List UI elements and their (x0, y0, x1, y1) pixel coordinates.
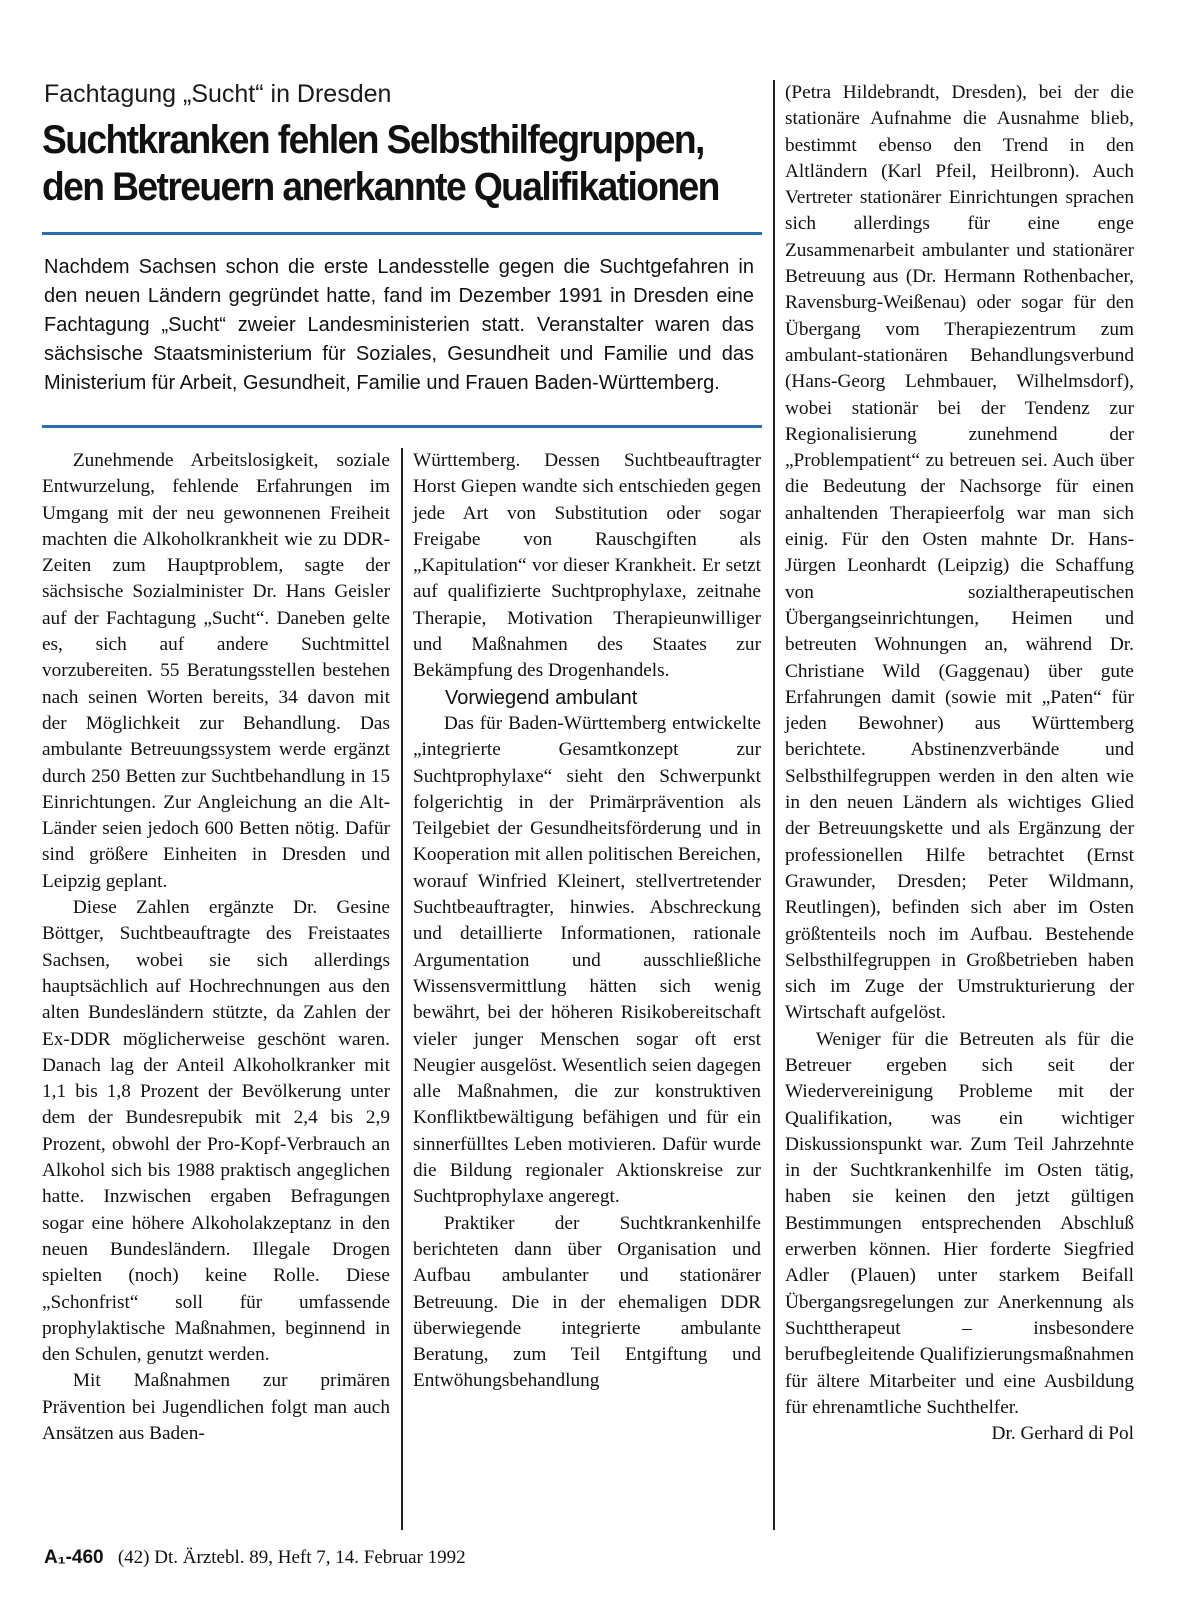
paragraph: (Petra Hildebrandt, Dresden), bei der die stationäre Aufnahme die Ausnahme blieb, bestimmt ebenso den Trend in den Altländern (Karl Pfeil, Heilbronn). Auch Vertreter stationärer Einrichtungen sprachen sich allerdings für eine enge Zusammenarbeit ambulanter und stationärer Betreuung aus (Dr. Hermann Rothenbacher, Ravensburg-Weißenau) oder sogar für den Übergang vom Therapiezentrum zum ambulant-stationären Behandlungsverbund (Hans-Georg Lehmbauer, Wilhelmsdorf), wobei stationär bei der Tendenz zur Regionalisierung zunehmend der „Problempatient“ zu betreuen sei. Auch über die Bedeutung der Nachsorge für einen anhaltenden Therapieerfolg war man sich einig. Für den Osten mahnte Dr. Hans-Jürgen Leonhardt (Leipzig) die Schaffung von sozialtherapeutischen Übergangseinrichtungen, Heimen und betreuten Wohnungen an, während Dr. Christiane Wild (Gaggenau) über gute Erfahrungen damit (sowie mit „Paten“ für jeden Bewohner) aus Württemberg berichtete. Abstinenzverbände und Selbsthilfegruppen werden in den alten wie in den neuen Ländern als wichtiges Glied der Betreuungskette und als Ergänzung der professionellen Hilfe betrachtet (Ernst Grawunder, Dresden; Peter Wildmann, Reutlingen), befinden sich aber im Osten größtenteils noch im Aufbau. Bestehende Selbsthilfegruppen in Großbetrieben haben sich im Zuge der Umstrukturierung der Wirtschaft aufgelöst. (785, 82, 1134, 1024)
page-number: A₁-460 (44, 1547, 104, 1568)
column-3 (785, 80, 1134, 1447)
headline (42, 117, 721, 211)
page-footer (44, 1547, 466, 1569)
lead-paragraph: Nachdem Sachsen schon die erste Landesstelle gegen die Suchtgefahren in den neuen Ländern gegründet hatte, fand im Dezember 1991 in Dresden eine Fachtagung „Sucht“ zweier Landesministerien statt. Veranstalter waren das sächsische Staatsministerium für Soziales, Gesundheit und Familie und das Ministerium für Arbeit, Gesundheit, Familie und Frauen Baden-Württemberg. (44, 256, 754, 394)
headline-line-2: den Betreuern anerkannte Qualifikationen (42, 165, 719, 209)
paragraph: Praktiker der Suchtkrankenhilfe berichteten dann über Organisation und Aufbau ambulanter und stationärer Betreuung. Die in der ehemaligen DDR überwiegende integrierte ambulante Beratung, zum Teil Entgiftung und Entwöhungsbehandlung (413, 1212, 761, 1392)
section-subhead: Vorwiegend ambulant (445, 686, 638, 709)
paragraph: Mit Maßnahmen zur primären Prävention bei Jugendlichen folgt man auch Ansätzen aus Baden- (42, 1370, 390, 1444)
paragraph: Das für Baden-Württemberg entwickelte „integrierte Gesamtkonzept zur Suchtprophylaxe“ sieht den Schwerpunkt folgerichtig in der Primärprävention als Teilgebiet der Gesundheitsförderung und in Kooperation mit allen politischen Bereichen, worauf Winfried Kleinert, stellvertretender Suchtbeauftragter, hinwies. Abschreckung und detaillierte Informationen, rationale Argumentation und ausschließliche Wissensvermittlung hätten sich wenig bewährt, bei der höheren Risikobereitschaft vieler junger Menschen sogar oft erst Neugier ausgelöst. Wesentlich seien dagegen alle Maßnahmen, die zur konstruktiven Konfliktbewältigung befähigen und für ein sinnerfülltes Leben motivieren. Dafür wurde die Bildung regionaler Aktionskreise zur Suchtprophylaxe angeregt. (413, 712, 761, 1208)
column-1 (42, 448, 390, 1447)
top-accent-rule (42, 232, 762, 235)
column-divider (401, 448, 403, 1530)
bottom-accent-rule (42, 425, 762, 428)
column-divider (773, 80, 775, 1530)
paragraph: Diese Zahlen ergänzte Dr. Gesine Böttger, Suchtbeauftragte des Freistaates Sachsen, wobei sie sich allerdings hauptsächlich auf Hochrechnungen aus den alten Bundesländern stützte, da Zahlen der Ex-DDR möglicherweise geschönt waren. Danach lag der Anteil Alkoholkranker mit 1,1 bis 1,8 Prozent der Bevölkerung unter dem der Bundesrepubik mit 2,4 bis 2,9 Prozent, obwohl der Pro-Kopf-Verbrauch an Alkohol sich bis 1988 praktisch angeglichen hatte. Inzwischen ergaben Befragungen sogar eine höhere Alkoholakzeptanz in den neuen Bundesländern. Illegale Drogen spielten (noch) keine Rolle. Diese „Schonfrist“ soll für umfassende prophylaktische Maßnahmen, beginnend in den Schulen, genutzt werden. (42, 897, 390, 1366)
column-2 (413, 448, 761, 1395)
paragraph: Zunehmende Arbeitslosigkeit, soziale Entwurzelung, fehlende Erfahrungen im Umgang mit der neu gewonnenen Freiheit machten die Alkoholkrankheit wie zu DDR-Zeiten zum Hauptproblem, sagte der sächsische Sozialminister Dr. Hans Geisler auf der Fachtagung „Sucht“. Daneben gelte es, sich auf andere Suchtmittel vorzubereiten. 55 Beratungsstellen bestehen nach seinen Worten bereits, 34 davon mit der Möglichkeit zur Behandlung. Das ambulante Betreuungssystem werde ergänzt durch 250 Betten zur Suchtbehandlung in 15 Einrichtungen. Zur Angleichung an die Alt-Länder seien jedoch 600 Betten nötig. Dafür sind größere Einheiten in Dresden und Leipzig geplant. (42, 450, 390, 892)
kicker: Fachtagung „Sucht“ in Dresden (44, 80, 392, 108)
author-signature: Dr. Gerhard di Pol (991, 1423, 1134, 1445)
citation: (42) Dt. Ärztebl. 89, Heft 7, 14. Februar 1992 (117, 1547, 466, 1568)
paragraph: Württemberg. Dessen Suchtbeauftragter Horst Giepen wandte sich entschieden gegen jede Art von Substitution oder sogar Freigabe von Rauschgiften als „Kapitulation“ vor dieser Krankheit. Er setzt auf qualifizierte Suchtprophylaxe, zeitnahe Therapie, Motivation Therapieunwilliger und Maßnahmen des Staates zur Bekämpfung des Drogenhandels. (413, 450, 761, 682)
headline-line-1: Suchtkranken fehlen Selbsthilfegruppen, (42, 118, 704, 162)
paragraph: Weniger für die Betreuten als für die Betreuer ergeben sich seit der Wiedervereinigung Probleme mit der Qualifikation, was ein wichtiger Diskussionspunkt war. Zum Teil Jahrzehnte in der Suchtkrankenhilfe im Osten tätig, haben sie keinen den jetzt gültigen Bestimmungen entsprechenden Abschluß erwerben können. Hier forderte Siegfried Adler (Plauen) unter starkem Beifall Übergangsregelungen zur Anerkennung als Suchttherapeut – insbesondere berufbegleitende Qualifizierungsmaßnahmen für ältere Mitarbeiter und eine Ausbildung für ehrenamtliche Suchthelfer. (785, 1028, 1134, 1418)
